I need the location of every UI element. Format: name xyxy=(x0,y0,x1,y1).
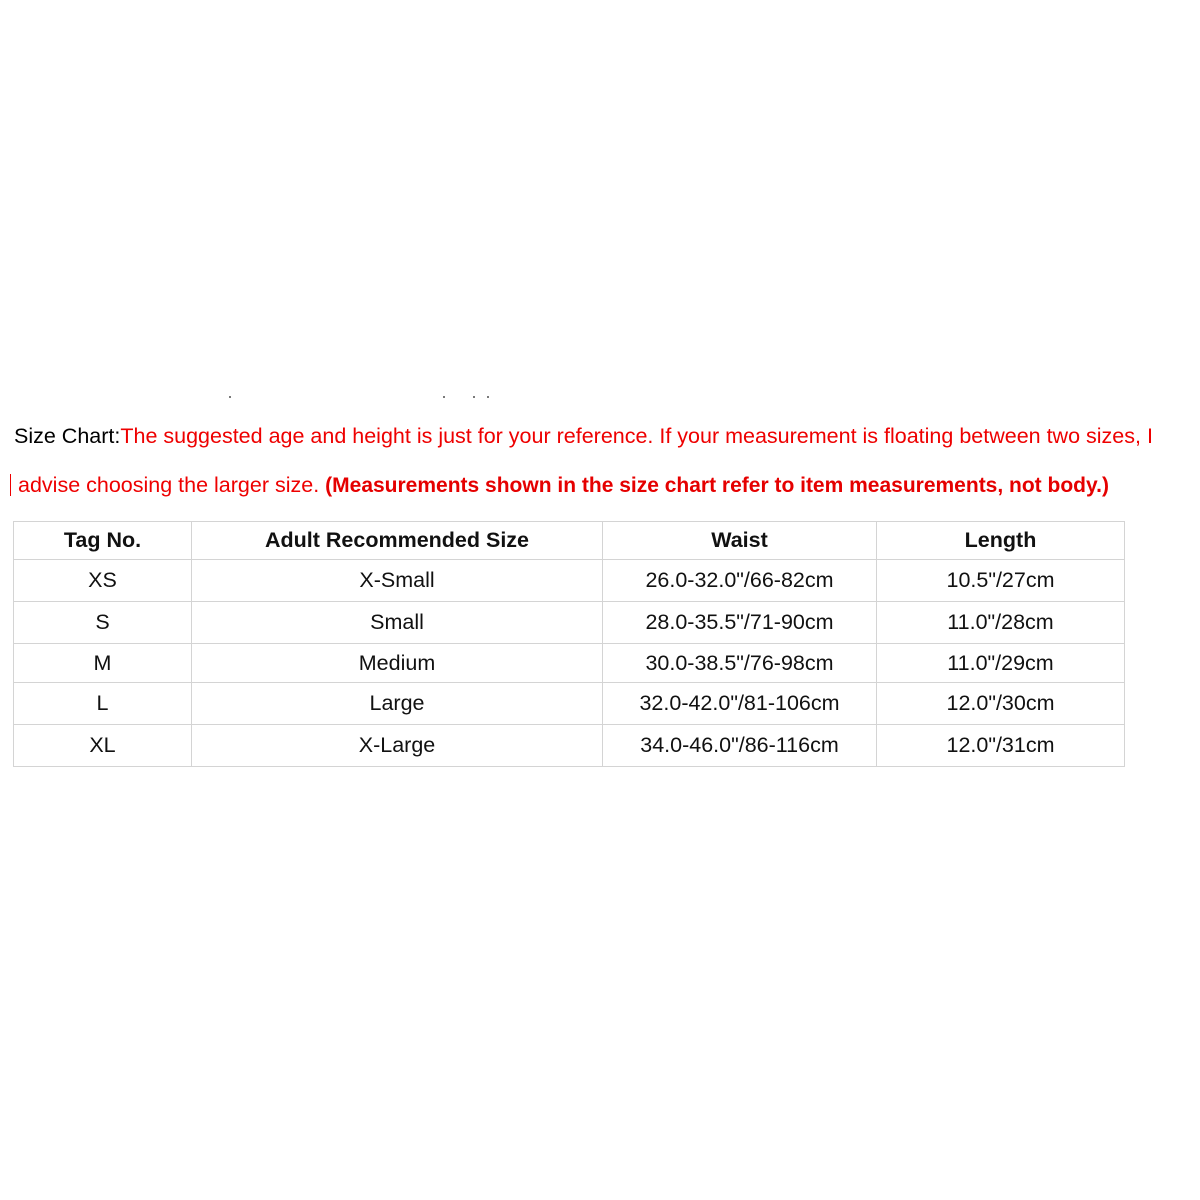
cell-waist: 28.0-35.5"/71-90cm xyxy=(603,602,877,644)
size-chart-table xyxy=(13,521,1125,767)
size-chart-label: Size Chart: xyxy=(14,424,121,448)
size-chart-notice-line-2 xyxy=(10,472,1109,499)
header-waist: Waist xyxy=(603,522,877,560)
size-chart-notice-line-1 xyxy=(14,423,1153,449)
cell-length: 12.0"/31cm xyxy=(877,725,1125,767)
table-row xyxy=(14,683,1125,725)
cell-tag-no: L xyxy=(14,683,192,725)
cell-tag-no: XS xyxy=(14,560,192,602)
cell-length: 10.5"/27cm xyxy=(877,560,1125,602)
header-adult-recommended-size: Adult Recommended Size xyxy=(192,522,603,560)
cell-recommended-size: Medium xyxy=(192,644,603,683)
measurement-disclaimer: (Measurements shown in the size chart refer to item measurements, not body.) xyxy=(325,474,1109,497)
size-chart-advice-text: advise choosing the larger size. xyxy=(18,473,320,497)
cell-waist: 30.0-38.5"/76-98cm xyxy=(603,644,877,683)
table-header-row xyxy=(14,522,1125,560)
table-row xyxy=(14,560,1125,602)
cell-waist: 34.0-46.0"/86-116cm xyxy=(603,725,877,767)
cell-tag-no: S xyxy=(14,602,192,644)
table-row xyxy=(14,602,1125,644)
cell-recommended-size: Small xyxy=(192,602,603,644)
cell-length: 11.0"/29cm xyxy=(877,644,1125,683)
cell-length: 12.0"/30cm xyxy=(877,683,1125,725)
table-row xyxy=(14,725,1125,767)
header-tag-no: Tag No. xyxy=(14,522,192,560)
cell-tag-no: M xyxy=(14,644,192,683)
cell-recommended-size: X-Small xyxy=(192,560,603,602)
header-length: Length xyxy=(877,522,1125,560)
cropped-text-remnants xyxy=(0,396,1200,402)
cell-waist: 26.0-32.0"/66-82cm xyxy=(603,560,877,602)
cell-recommended-size: Large xyxy=(192,683,603,725)
text-cursor-mark xyxy=(10,474,11,496)
cell-recommended-size: X-Large xyxy=(192,725,603,767)
size-chart-notice-text: The suggested age and height is just for your reference. If your measurement is floating between two sizes, I xyxy=(120,424,1153,448)
cell-waist: 32.0-42.0"/81-106cm xyxy=(603,683,877,725)
cell-tag-no: XL xyxy=(14,725,192,767)
cell-length: 11.0"/28cm xyxy=(877,602,1125,644)
table-row xyxy=(14,644,1125,683)
